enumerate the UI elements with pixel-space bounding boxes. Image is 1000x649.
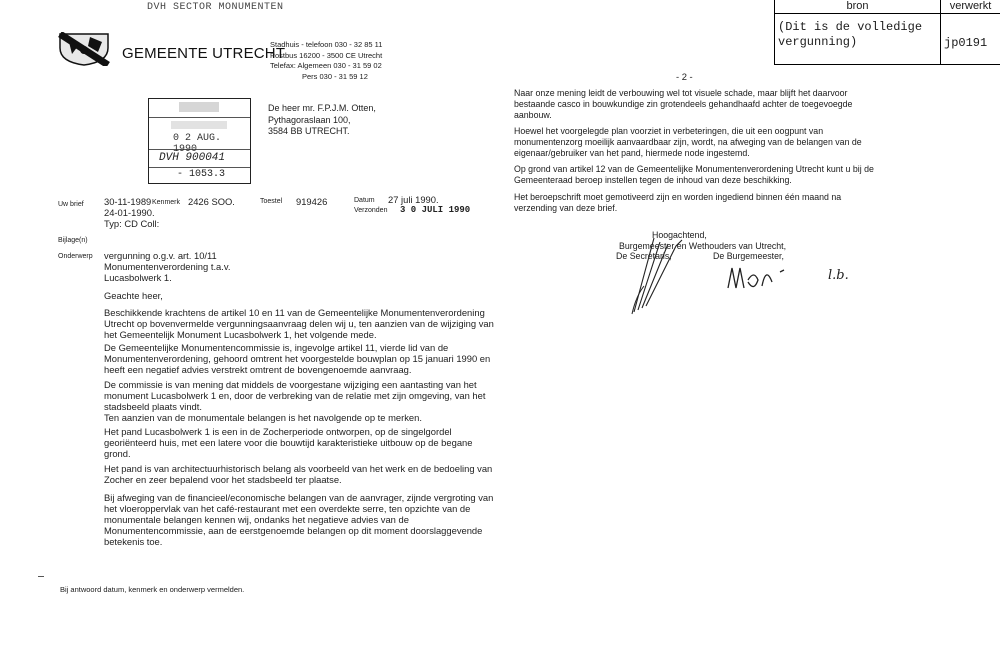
bron-line: (Dit is de volledige <box>778 20 923 34</box>
body-line: Het pand Lucasbolwerk 1 is een in de Zocherperiode ontworpen, op de singelgordel <box>104 426 452 437</box>
body-line: georiënteerd huis, met een latere voor die bouwtijd karakteristieke uitbouw op de begane <box>104 437 473 448</box>
letterhead-contact <box>270 40 382 82</box>
contact-line: Telefax: Algemeen 030 - 31 59 02 <box>270 61 382 70</box>
fold-mark <box>38 576 44 577</box>
body-line: het vloeroppervlak van het café-restaurant met een overdekte serre, ten opzichte van de <box>104 503 471 514</box>
signature-note: l.b. <box>828 268 849 283</box>
onderwerp-line: Lucasbolwerk 1. <box>104 272 172 283</box>
utrecht-coat-of-arms-logo <box>58 32 110 66</box>
bijlage-label: Bijlage(n) <box>58 237 88 244</box>
body-line: monumentale belangen kennen wij, ondanks het negatieve advies van de <box>104 514 409 525</box>
contact-line: Pers 030 - 31 59 12 <box>302 71 368 81</box>
body-line: grond. <box>104 448 131 459</box>
burgemeester-label: De Burgemeester, <box>713 251 784 261</box>
table-header-bron <box>774 0 941 14</box>
body-line: bestaande casco in bouwkundige zin grotendeels gehandhaafd achter de toegevoegde <box>514 98 853 109</box>
verzonden-stamp: 3 0 JULI 1990 <box>400 205 471 215</box>
kenmerk-value: 2426 SOO. <box>188 196 235 207</box>
body-line: Utrecht op bovenvermelde vergunningsaanvraag delen wij u, ten aanzien van de wijziging van <box>104 318 494 329</box>
table-cell-verwerkt <box>940 13 1000 65</box>
stamp-blurred-text <box>171 121 227 129</box>
body-line: Monumentenverordening, gehoord omtrent het voorgestelde bouwplan op 15 januari 1990 en <box>104 353 491 364</box>
address-line: 3584 BB UTRECHT. <box>268 126 350 136</box>
contact-line: Postbus 16200 - 3500 CE Utrecht <box>270 50 383 60</box>
body-line: stadsbeeld plaats vindt. <box>104 401 202 412</box>
municipality-name: GEMEENTE UTRECHT <box>122 45 286 62</box>
salutation: Geachte heer, <box>104 290 163 301</box>
onderwerp-value <box>104 250 230 283</box>
body-line: aanbouw. <box>514 109 552 120</box>
uw-brief-date: 30-11-1989 <box>104 196 152 207</box>
verwerkt-header-label: verwerkt <box>949 0 992 12</box>
onderwerp-label: Onderwerp <box>58 253 93 260</box>
body-line: Hoewel het voorgelegde plan voorziet in verbeteringen, die uit een oogpunt van <box>514 126 824 136</box>
header-typed-line: DVH SECTOR MONUMENTEN <box>147 2 284 13</box>
body-line: verzending van deze brief. <box>514 202 618 213</box>
bron-header-label: bron <box>846 0 869 12</box>
signatories: Burgemeester en Wethouders van Utrecht, <box>619 241 787 251</box>
table-cell-bron <box>774 13 941 65</box>
body-line: het Gemeentelijk Monument Lucasbolwerk 1, het volgende mede. <box>104 329 377 340</box>
toestel-value: 919426 <box>296 196 328 207</box>
body-line: De commissie is van mening dat middels de voorgestane wijziging een aantasting van het <box>104 379 477 390</box>
secretary-signature <box>624 236 696 316</box>
body-paragraph <box>104 492 504 547</box>
body-line: Ten aanzien van de monumentale belangen is het navolgende op te merken. <box>104 412 422 423</box>
body-paragraph <box>104 307 504 340</box>
mayor-signature <box>724 262 814 296</box>
footer-note: Bij antwoord datum, kenmerk en onderwerp vermelden. <box>60 585 245 594</box>
secretaris-label: De Secretaris, <box>616 251 672 261</box>
stamp-date: 0 2 AUG. 1990 <box>173 133 222 155</box>
contact-line: Stadhuis - telefoon 030 - 32 85 11 <box>270 40 383 49</box>
kenmerk-label: Kenmerk <box>152 199 181 206</box>
body-line: Het beroepschrift moet gemotiveerd zijn en worden ingediend binnen één maand na <box>514 192 842 202</box>
uw-brief-date: 24-01-1990. <box>104 207 155 218</box>
address-line: De heer mr. F.P.J.M. Otten, <box>268 103 376 113</box>
stamp-bottom-number: - 1053.3 <box>177 169 226 180</box>
body-line: Naar onze mening leidt de verbouwing wel tot visuele schade, maar blijft het daarvoor <box>514 88 848 98</box>
verzonden-label: Verzonden <box>354 207 388 214</box>
body-paragraph <box>104 426 504 459</box>
body-line: betekenis toe. <box>104 536 163 547</box>
page2-paragraph <box>514 126 874 158</box>
datum-value: 27 juli 1990. <box>388 194 439 205</box>
body-line: Op grond van artikel 12 van de Gemeentelijke Monumentenverordening Utrecht kunt u bij de <box>514 164 874 174</box>
body-line: Het pand is van architectuurhistorisch belang als voorbeeld van het werk en de bedoeling van <box>104 463 493 474</box>
body-paragraph <box>104 463 504 485</box>
address-line: Pythagoraslaan 100, <box>268 114 351 125</box>
bron-line: vergunning) <box>778 35 858 49</box>
onderwerp-line: Monumentenverordening t.a.v. <box>104 261 231 272</box>
body-line: Zocher en zeer bepalend voor het stadsbeeld ter plaatse. <box>104 474 342 485</box>
body-line: heeft een negatief advies verstrekt omtrent de bovengenoemde aanvraag. <box>104 364 412 375</box>
onderwerp-line: vergunning o.g.v. art. 10/11 <box>104 250 217 261</box>
body-line: monument Lucasbolwerk 1 en, door de verbreking van de relatie met zijn omgeving, van het <box>104 390 486 401</box>
uw-brief-label: Uw brief <box>58 201 84 208</box>
body-line: eigenaar/gebruiker van het pand, hiermede node ingestemd. <box>514 147 750 158</box>
page-number: - 2 - <box>676 71 693 82</box>
uw-brief-value <box>104 196 159 229</box>
datum-label: Datum <box>354 197 375 204</box>
table-header-verwerkt <box>940 0 1000 14</box>
typ-line: Typ: CD Coll: <box>104 218 160 229</box>
body-paragraph <box>104 342 504 375</box>
body-paragraph <box>104 379 504 423</box>
stamp-blurred-text <box>179 102 219 112</box>
bron-cell-text <box>778 20 922 50</box>
body-line: Beschikkende krachtens de artikel 10 en 11 van de Gemeentelijke Monumentenverordening <box>104 307 485 318</box>
body-line: Gemeenteraad beroep instellen tegen de inhoud van deze beschikking. <box>514 174 792 185</box>
body-line: Bij afweging van de financieel/economische belangen van de aanvrager, zijnde vergroting van <box>104 492 494 503</box>
page2-paragraph <box>514 164 874 186</box>
addressee-block <box>268 103 376 138</box>
received-stamp <box>148 98 251 184</box>
toestel-label: Toestel <box>260 198 283 205</box>
closing: Hoogachtend, <box>652 230 707 240</box>
body-line: De Gemeentelijke Monumentencommissie is, ingevolge artikel 11, vierde lid van de <box>104 342 449 353</box>
verwerkt-cell-text: jp0191 <box>944 36 988 50</box>
page2-paragraph <box>514 88 874 120</box>
body-line: Monumentencommissie, aan de eerstgenoemde belangen op dit moment doorslaggevende <box>104 525 483 536</box>
page2-paragraph <box>514 192 874 214</box>
body-line: monumentenzorg moeilijk aanvaardbaar zijn, wordt, na afweging van de belangen van de <box>514 136 862 147</box>
stamp-number: DVH 900041 <box>159 152 226 164</box>
